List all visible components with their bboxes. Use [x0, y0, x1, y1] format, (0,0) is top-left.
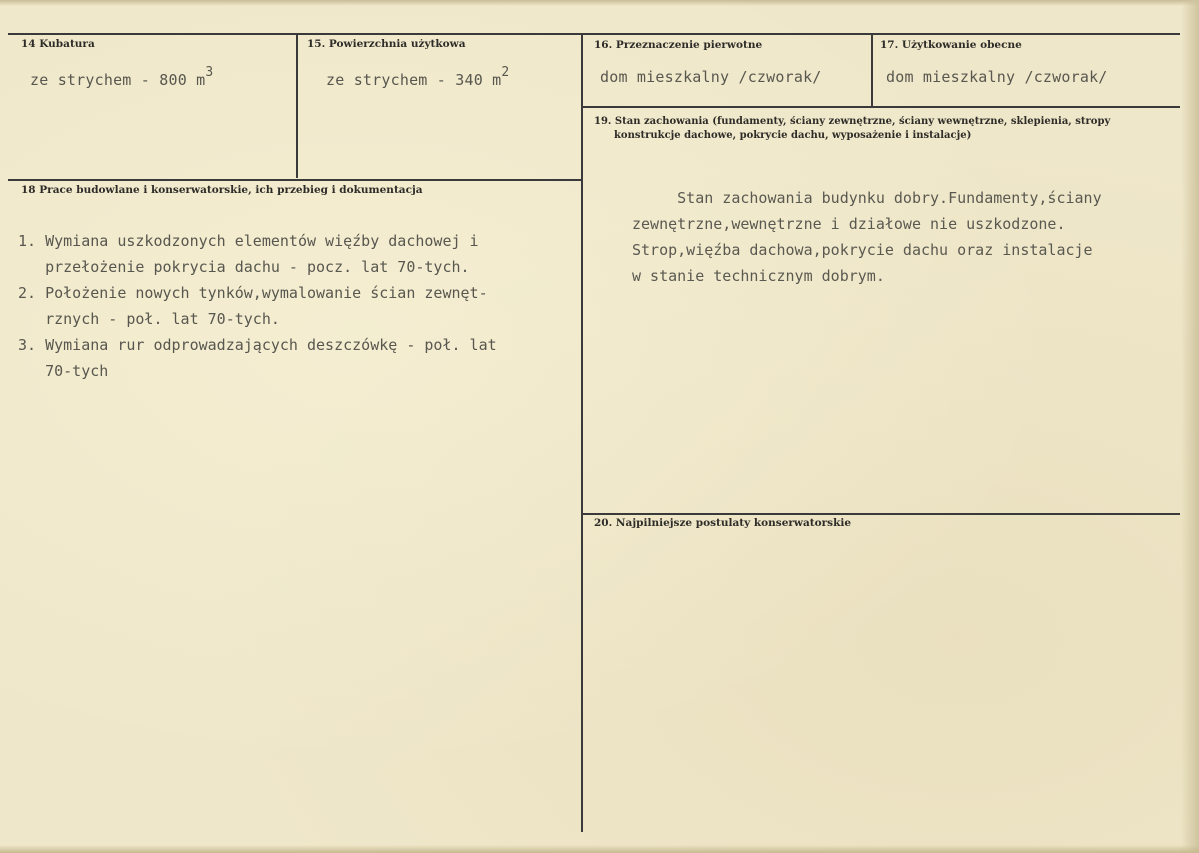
rule-under-16-17: [582, 106, 1180, 108]
field-18-label: 18 Prace budowlane i konserwatorskie, ich przebieg i dokumentacja: [21, 184, 423, 196]
divider-16-17: [871, 34, 873, 106]
field-18-line: przełożenie pokrycia dachu - pocz. lat 70-tych.: [18, 258, 470, 276]
field-19-line: w stanie technicznym dobrym.: [632, 267, 885, 285]
field-17-value: dom mieszkalny /czworak/: [886, 68, 1108, 86]
card-top-edge: [0, 0, 1199, 6]
field-19-label-line-2: konstrukcje dachowe, pokrycie dachu, wyposażenie i instalacje): [614, 130, 972, 141]
divider-14-15: [296, 34, 298, 178]
field-15-value-exponent: 2: [501, 65, 510, 80]
top-rule: [8, 33, 1180, 35]
field-14-value-text: ze strychem - 800 m: [30, 71, 206, 89]
field-14-label: 14 Kubatura: [21, 38, 95, 50]
field-19-label-line-1: 19. Stan zachowania (fundamenty, ściany zewnętrzne, ściany wewnętrzne, sklepienia, stropy: [594, 116, 1111, 127]
field-16-label: 16. Przeznaczenie pierwotne: [594, 39, 763, 51]
rule-under-14-15: [8, 179, 582, 181]
field-19-line: Strop,więźba dachowa,pokrycie dachu oraz instalacje: [632, 241, 1093, 259]
card-bottom-edge: [0, 845, 1199, 853]
field-18-line: 2. Położenie nowych tynków,wymalowanie ścian zewnęt-: [18, 284, 488, 302]
field-15-value: [326, 65, 510, 89]
field-18-line: rznych - poł. lat 70-tych.: [18, 310, 280, 328]
center-divider: [581, 34, 583, 832]
field-18-line: 3. Wymiana rur odprowadzających deszczówkę - poł. lat: [18, 336, 497, 354]
field-15-label: 15. Powierzchnia użytkowa: [307, 38, 466, 50]
field-16-value: dom mieszkalny /czworak/: [600, 68, 822, 86]
field-14-value: [30, 65, 214, 89]
field-18-line: 1. Wymiana uszkodzonych elementów więźby dachowej i: [18, 232, 479, 250]
field-15-value-text: ze strychem - 340 m: [326, 71, 502, 89]
field-14-value-exponent: 3: [205, 65, 214, 80]
field-19-line: Stan zachowania budynku dobry.Fundamenty,ściany: [632, 189, 1102, 207]
field-18-line: 70-tych: [18, 362, 109, 380]
card-right-edge: [1181, 0, 1199, 853]
rule-above-20: [582, 513, 1180, 515]
field-17-label: 17. Użytkowanie obecne: [880, 39, 1022, 51]
field-19-line: zewnętrzne,wewnętrzne i działowe nie uszkodzone.: [632, 215, 1066, 233]
field-20-label: 20. Najpilniejsze postulaty konserwatorskie: [594, 517, 852, 529]
